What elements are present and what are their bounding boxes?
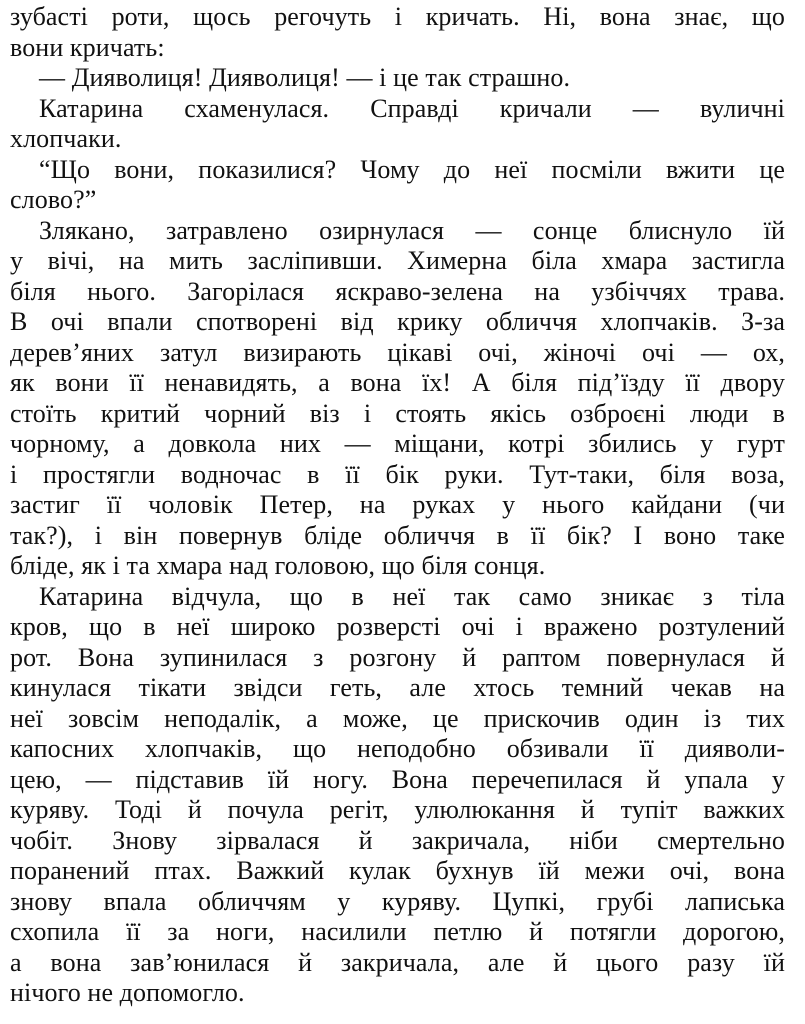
text-line: “Що вони, показилися? Чому до неї посміли вжити це [39, 154, 785, 184]
text-line: хлопчаки. [10, 124, 122, 153]
text-line: нічого не допомогло. [10, 978, 245, 1007]
text-line: знову впала обличчям у куряву. Цупкі, грубі лаписька [10, 886, 785, 916]
text-line: чобіт. Знову зірвалася й закричала, ніби смертельно [10, 825, 785, 855]
text-line: чорному, а довкола них — міщани, котрі збились у гурт [10, 429, 785, 458]
text-line: вони кричать: [10, 32, 165, 62]
text-line: — Дияволиця! Дияволиця! — і це так страшно. [39, 63, 571, 92]
text-line: у вічі, на мить засліпивши. Химерна біла хмара застигла [10, 246, 785, 275]
text-line: капосних хлопчаків, що неподобно обзивали її дияволи- [10, 734, 785, 763]
text-line: біля нього. Загорілася яскраво-зелена на узбіччях трава. [10, 276, 785, 306]
text-line: і простягли водночас в її бік руки. Тут-таки, біля воза, [10, 459, 785, 489]
text-line: Катарина відчула, що в неї так само зникає з тіла [39, 581, 785, 611]
text-line: так?), і він повернув бліде обличчя в її бік? І воно таке [10, 520, 785, 550]
text-line: стоїть критий чорний віз і стоять якісь озброєні люди в [10, 398, 785, 428]
text-line: Злякано, затравлено озирнулася — сонце блиснуло їй [39, 215, 785, 245]
text-line: дерев’яних затул визирають цікаві очі, жіночі очі — ох, [10, 337, 785, 367]
text-line: цею, — підставив їй ногу. Вона перечепилася й упала у [10, 764, 785, 794]
text-line: куряву. Тоді й почула регіт, улюлюкання й тупіт важких [10, 795, 785, 824]
text-line: кров, що в неї широко розверсті очі і вражено розтулений [10, 612, 785, 641]
text-line: зубасті роти, щось регочуть і кричать. Ні, вона знає, що [10, 2, 785, 31]
text-line: неї зовсім неподалік, а може, це прискочив один із тих [10, 703, 785, 733]
text-line: а вона зав’юнилася й закричала, але й цього разу їй [10, 947, 785, 977]
text-line: рот. Вона зупинилася з розгону й раптом повернулася й [10, 642, 785, 672]
text-line: Катарина схаменулася. Справді кричали — вуличні [39, 93, 785, 123]
text-line: кинулася тікати звідси геть, але хтось темний чекав на [10, 673, 785, 702]
text-body [10, 2, 785, 1009]
text-line: В очі впали спотворені від крику обличчя хлопчаків. З-за [10, 307, 785, 336]
text-line: схопила її за ноги, насилили петлю й потягли дорогою, [10, 917, 785, 946]
text-line: бліде, як і та хмара над головою, що біля сонця. [10, 551, 546, 580]
text-line: як вони її ненавидять, а вона їх! А біля під’їзду її двору [10, 368, 785, 397]
text-line: слово?” [10, 185, 97, 214]
text-line: застиг її чоловік Петер, на руках у нього кайдани (чи [10, 490, 785, 519]
text-line: поранений птах. Важкий кулак бухнув їй межи очі, вона [10, 856, 785, 885]
